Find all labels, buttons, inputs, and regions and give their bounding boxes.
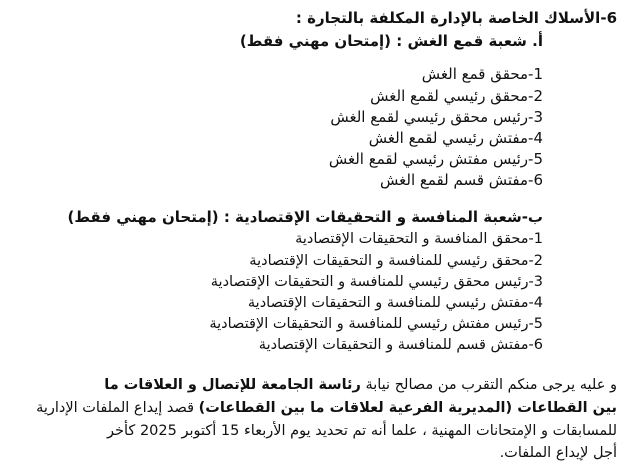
branch-a-item-1: 1-محقق قمع الغش — [421, 65, 543, 83]
branch-b-item-1: 1-محقق المنافسة و التحقيقات الإقتصادية — [295, 231, 543, 247]
branch-a-item-5: 5-رئيس مفتش رئيسي لقمع الغش — [328, 150, 543, 168]
branch-b-item-4: 4-مفتش رئيسي للمنافسة و التحقيقات الإقتصادية — [247, 295, 543, 311]
closing-line-2-bold: بين القطاعات (المديرية الفرعية لعلاقات ما بين القطاعات) — [198, 400, 617, 416]
section-title: 6-الأسلاك الخاصة بالإدارة المكلفة بالتجارة : — [295, 9, 617, 27]
branch-b-item-3: 3-رئيس محقق رئيسي للمنافسة و التحقيقات الإقتصادية — [210, 274, 543, 290]
branch-a-item-2: 2-محقق رئيسي لقمع الغش — [370, 87, 543, 105]
branch-b-item-6: 6-مفتش قسم للمنافسة و التحقيقات الإقتصادية — [258, 337, 543, 353]
closing-line-1-bold: رئاسة الجامعة للإتصال و العلاقات ما — [104, 377, 361, 393]
branch-b-heading: ب-شعبة المنافسة و التحقيقات الإقتصادية : (إمتحان مهني فقط) — [67, 208, 543, 226]
closing-line-1-text: و عليه يرجى منكم التقرب من مصالح نيابة — [360, 377, 617, 393]
closing-line-2-text: قصد إيداع الملفات الإدارية — [36, 400, 199, 416]
closing-paragraph-line-2 — [36, 398, 617, 418]
closing-paragraph-line-3: للمسابقات و الإمتحانات المهنية ، علما أنه تم تحديد يوم الأربعاء 15 أكتوبر 2025 كأخر — [107, 423, 617, 439]
closing-paragraph-line-1 — [104, 375, 617, 395]
branch-a-heading: أ. شعبة قمع الغش : (إمتحان مهني فقط) — [239, 32, 543, 50]
closing-paragraph-line-4: أجل لإيداع الملفات. — [499, 445, 617, 461]
branch-a-item-3: 3-رئيس محقق رئيسي لقمع الغش — [330, 108, 543, 126]
branch-a-item-6: 6-مفتش قسم لقمع الغش — [380, 171, 543, 189]
branch-a-item-4: 4-مفتش رئيسي لقمع الغش — [368, 129, 543, 147]
branch-b-item-2: 2-محقق رئيسي للمنافسة و التحقيقات الإقتصادية — [249, 253, 543, 269]
branch-b-item-5: 5-رئيس مفتش رئيسي للمنافسة و التحقيقات الإقتصادية — [209, 316, 543, 332]
